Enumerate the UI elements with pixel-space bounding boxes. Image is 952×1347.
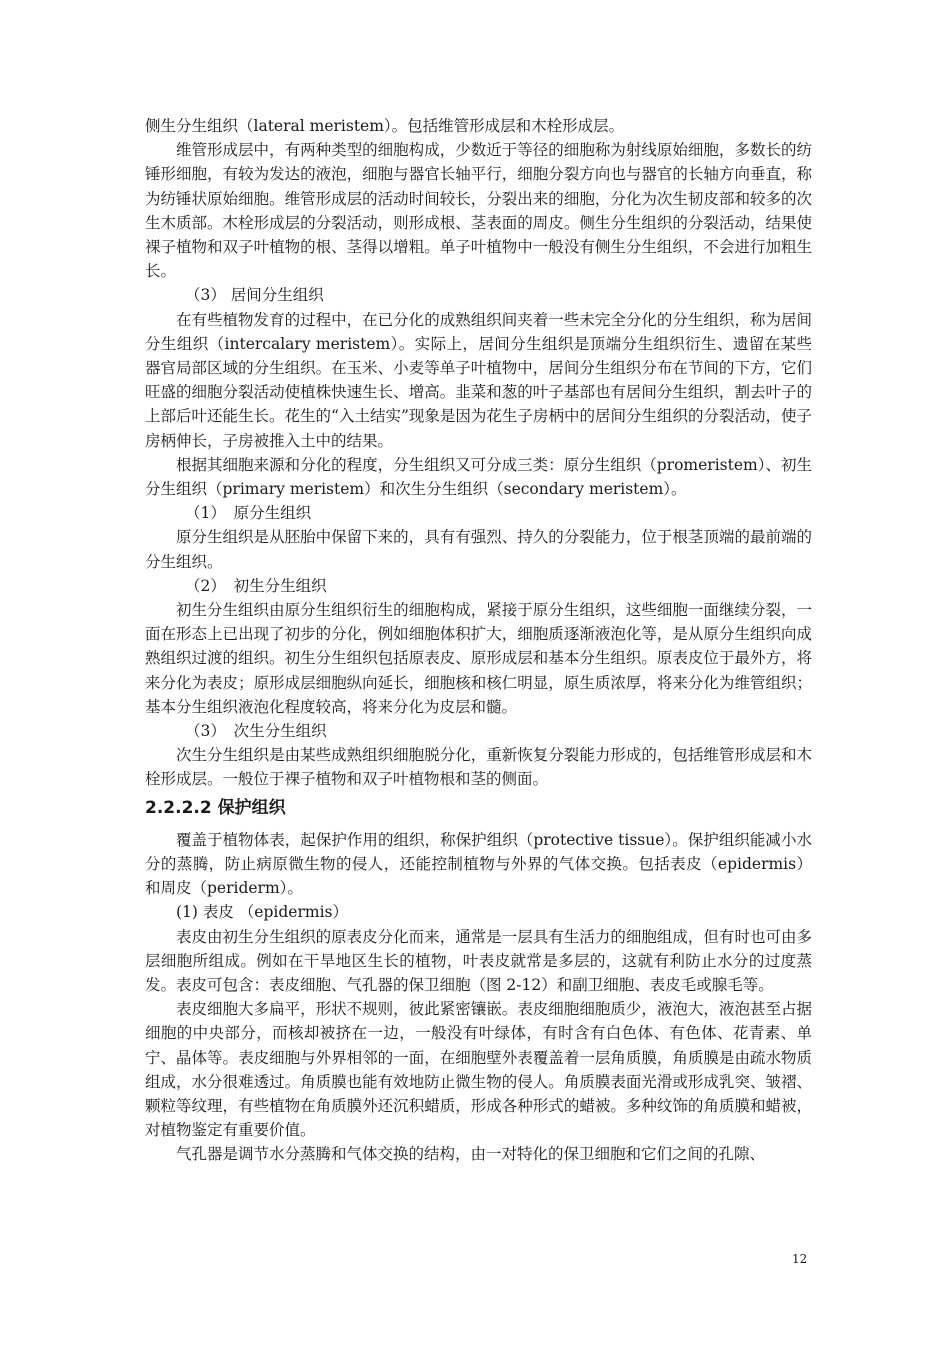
paragraph: 覆盖于植物体表，起保护作用的组织，称保护组织（protective tissue）。保护组织能减小水分的蒸腾，防止病原微生物的侵人，还能控制植物与外界的气体交换。包括表皮（epidermis）和周皮（periderm）。: [145, 830, 812, 898]
paragraph: 侧生分生组织（lateral meristem）。包括维管形成层和木栓形成层。: [145, 117, 625, 135]
paragraph: 初生分生组织由原分生组织衍生的细胞构成，紧接于原分生组织，这些细胞一面继续分裂，一面在形态上已出现了初步的分化，例如细胞体积扩大，细胞质逐渐液泡化等，是从原分生组织向成熟组织过渡的组织。初生分生组织包括原表皮、原形成层和基本分生组织。原表皮位于最外方，将来分化为表皮；原形成层细胞纵向延长，细胞核和核仁明显，原生质浓厚，将来分化为维管组织；基本分生组织液泡化程度较高，将来分化为皮层和髓。: [145, 601, 812, 716]
subheading: （3） 居间分生组织: [185, 286, 324, 305]
paragraph: 次生分生组织是由某些成熟组织细胞脱分化，重新恢复分裂能力形成的，包括维管形成层和木栓形成层。一般位于裸子植物和双子叶植物根和茎的侧面。: [145, 746, 812, 789]
subheading: （2） 初生分生组织: [185, 576, 327, 595]
paragraph: 原分生组织是从胚胎中保留下来的，具有有强烈、持久的分裂能力，位于根茎顶端的最前端的分生组织。: [145, 528, 812, 571]
paragraph: 表皮细胞大多扁平，形状不规则，彼此紧密镶嵌。表皮细胞细胞质少，液泡大，液泡甚至占据细胞的中央部分，而核却被挤在一边，一般没有叶绿体，有时含有白色体、有色体、花青素、单宁、晶体等。表皮细胞与外界相邻的一面，在细胞壁外表覆盖着一层角质膜，角质膜是由疏水物质组成，水分很难透过。角质膜也能有效地防止微生物的侵人。角质膜表面光滑或形成乳突、皱褶、颗粒等纹理，有些植物在角质膜外还沉积蜡质，形成各种形式的蜡被。多种纹饰的角质膜和蜡被，对植物鉴定有重要价值。: [145, 1000, 812, 1140]
paragraph: 维管形成层中，有两种类型的细胞构成，少数近于等径的细胞称为射线原始细胞，多数长的纺锤形细胞，有较为发达的液泡，细胞与器官长轴平行，细胞分裂方向也与器官的长轴方向垂直，称为纺锤状原始细胞。维管形成层的活动时间较长，分裂出来的细胞，分化为次生韧皮部和较多的次生木质部。木栓形成层的分裂活动，则形成根、茎表面的周皮。侧生分生组织的分裂活动，结果使裸子植物和双子叶植物的根、茎得以增粗。单子叶植物中一般没有侧生分生组织，不会进行加粗生长。: [145, 141, 812, 281]
paragraph: 根据其细胞来源和分化的程度，分生组织又可分成三类：原分生组织（promeristem）、初生分生组织（primary meristem）和次生分生组织（secondary meristem）。: [145, 455, 812, 499]
subheading: （3） 次生分生组织: [185, 722, 327, 741]
paragraph: 表皮由初生分生组织的原表皮分化而来，通常是一层具有生活力的细胞组成，但有时也可由多层细胞所组成。例如在干旱地区生长的植物，叶表皮就常是多层的，这就有利防止水分的过度蒸发。表皮可包含：表皮细胞、气孔器的保卫细胞（图 2-12）和副卫细胞、表皮毛或腺毛等。: [145, 927, 812, 994]
subheading: （1） 原分生组织: [185, 504, 312, 523]
page-body: [145, 114, 812, 1167]
section-heading: 2.2.2.2 保护组织: [145, 797, 286, 818]
paragraph: 气孔器是调节水分蒸腾和气体交换的结构，由一对特化的保卫细胞和它们之间的孔隙、: [176, 1145, 766, 1164]
subheading: (1) 表皮 （epidermis）: [176, 903, 348, 922]
paragraph: 在有些植物发育的过程中，在已分化的成熟组织间夹着一些未完全分化的分生组织，称为居间分生组织（intercalary meristem）。实际上，居间分生组织是顶端分生组织衍生、遗留在某些器官局部区域的分生组织。在玉米、小麦等单子叶植物中，居间分生组织分布在节间的下方，它们旺盛的细胞分裂活动使植株快速生长、增高。韭菜和葱的叶子基部也有居间分生组织，割去叶子的上部后叶还能生长。花生的“入土结实”现象是因为花生子房柄中的居间分生组织的分裂活动，使子房柄伸长，子房被推入土中的结果。: [145, 310, 812, 450]
page-number: 12: [792, 1252, 808, 1266]
